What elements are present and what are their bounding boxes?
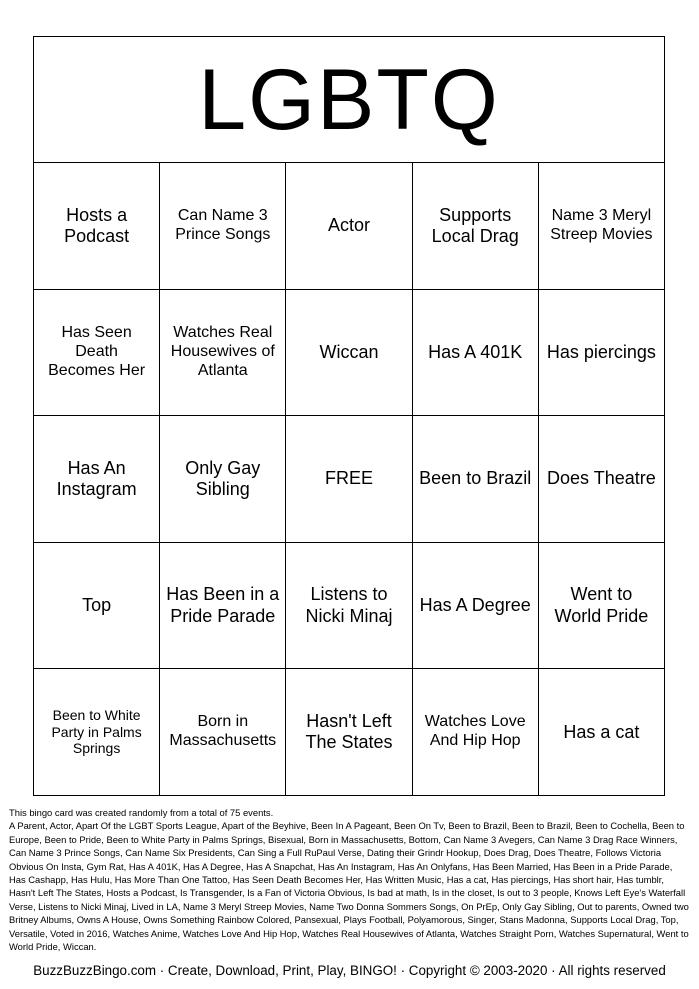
bingo-cell: Watches Love And Hip Hop	[413, 669, 539, 796]
bingo-cell: Has A Degree	[413, 543, 539, 670]
bingo-cell: Has a cat	[539, 669, 665, 796]
bingo-cell: Has A 401K	[413, 290, 539, 417]
bingo-grid	[33, 162, 665, 796]
bingo-cell: Does Theatre	[539, 416, 665, 543]
bingo-cell: Been to Brazil	[413, 416, 539, 543]
bingo-cell: Top	[34, 543, 160, 670]
bingo-cell: Been to White Party in Palms Springs	[34, 669, 160, 796]
free-space-cell: FREE	[286, 416, 412, 543]
bingo-title: LGBTQ	[198, 51, 500, 148]
event-list-items: A Parent, Actor, Apart Of the LGBT Sports League, Apart of the Beyhive, Been In A Pageant, Been On Tv, Been to Brazil, Been to Brazil, Been to Cochella, Been to Europe, Been to Pride, Been to White Party in Palms Springs, Bisexual, Born in Massachusetts, Bottom, Can Name 3 Avegers, Can Name 3 Drag Race Winners, Can Name 3 Prince Songs, Can Name Six Presidents, Can Sing a Full RuPaul Verse, Dating their Grindr Hookup, Does Drag, Does Theatre, Follows Victoria Obvious On Insta, Gym Rat, Has A 401K, Has A Degree, Has A Snapchat, Has An Instagram, Has An Onlyfans, Has Been Married, Has Been in a Pride Parade, Has Cashapp, Has Hulu, Has More Than One Tattoo, Has Seen Death Becomes Her, Has Written Music, Has a cat, Has piercings, Has short hair, Has tumblr, Hasn't Left The States, Hosts a Podcast, Is Transgender, Is a Fan of Victoria Obvious, Is bad at math, Is in the closet, Is out to 3 people, Knows Left Eye's Waterfall Verse, Listens to Nicki Minaj, Lived in LA, Name 3 Meryl Streep Movies, Name Two Donna Sommers Songs, On PrEp, Only Gay Sibling, Out to parents, Owned two Britney Albums, Owns A House, Owns Something Rainbow Colored, Pansexual, Plays Football, Polyamorous, Singer, Stans Madonna, Supports Local Drag, Top, Versatile, Voted in 2016, Watches Anime, Watches Love And Hip Hop, Watches Real Housewives of Atlanta, Watches Straight Porn, Watches Supernatural, Went to World Pride, Wiccan.	[9, 820, 689, 953]
bingo-card	[33, 36, 665, 796]
bingo-cell: Hasn't Left The States	[286, 669, 412, 796]
bingo-cell: Went to World Pride	[539, 543, 665, 670]
bingo-cell: Watches Real Housewives of Atlanta	[160, 290, 286, 417]
bingo-cell: Has piercings	[539, 290, 665, 417]
bingo-cell: Only Gay Sibling	[160, 416, 286, 543]
bingo-cell: Has Seen Death Becomes Her	[34, 290, 160, 417]
bingo-cell: Has An Instagram	[34, 416, 160, 543]
bingo-cell: Supports Local Drag	[413, 163, 539, 290]
copyright-line: BuzzBuzzBingo.com · Create, Download, Print, Play, BINGO! · Copyright © 2003-2020 · All rights reserved	[33, 963, 666, 978]
bingo-cell: Hosts a Podcast	[34, 163, 160, 290]
bingo-cell: Wiccan	[286, 290, 412, 417]
bingo-cell: Actor	[286, 163, 412, 290]
event-list-intro: This bingo card was created randomly from a total of 75 events.	[9, 807, 274, 818]
event-list	[9, 806, 690, 953]
bingo-cell: Born in Massachusetts	[160, 669, 286, 796]
bingo-cell: Listens to Nicki Minaj	[286, 543, 412, 670]
bingo-cell: Can Name 3 Prince Songs	[160, 163, 286, 290]
bingo-title-box	[33, 36, 665, 163]
bingo-cell: Name 3 Meryl Streep Movies	[539, 163, 665, 290]
bingo-cell: Has Been in a Pride Parade	[160, 543, 286, 670]
